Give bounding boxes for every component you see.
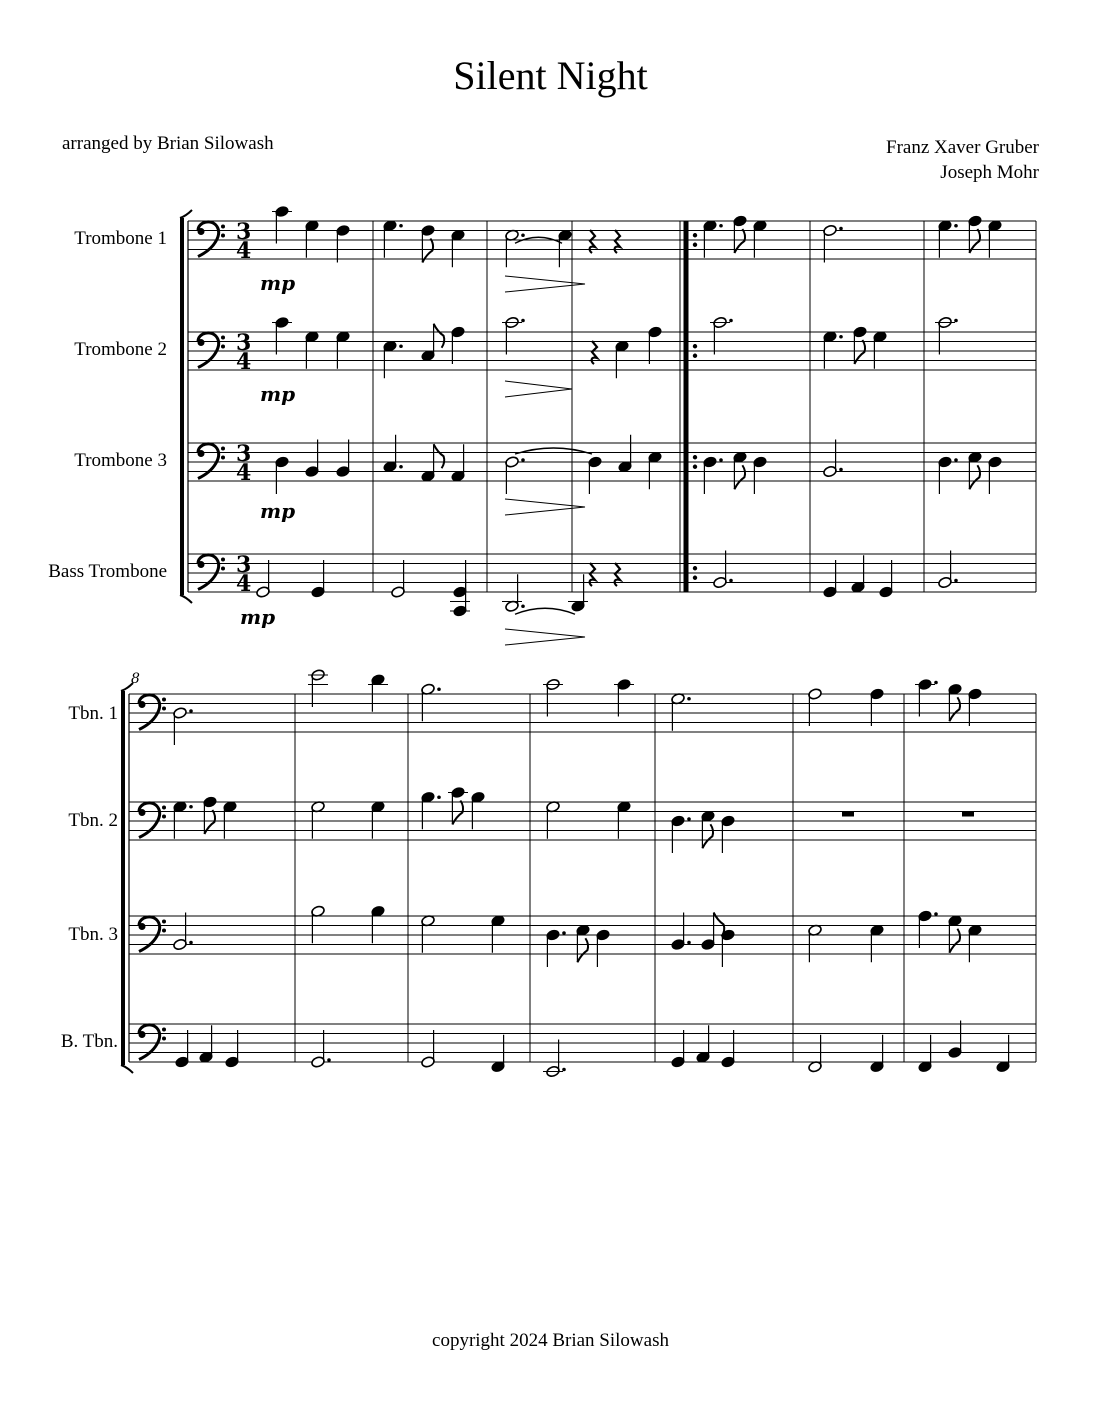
staff-label-tbn-2: Tbn. 2 <box>68 810 118 831</box>
note-flag <box>702 824 713 848</box>
dynamic-marking: mp <box>240 605 276 629</box>
augmentation-dot <box>839 468 843 472</box>
augmentation-dot <box>521 319 525 323</box>
bass-clef-icon <box>139 695 160 730</box>
decrescendo-hairpin <box>505 629 585 645</box>
augmentation-dot <box>934 681 938 685</box>
bass-clef-icon <box>198 561 205 568</box>
bass-clef-dot <box>162 929 166 933</box>
time-signature-bottom: 4 <box>236 460 252 486</box>
decrescendo-hairpin <box>505 276 585 292</box>
time-signature-top: 3 <box>236 330 252 356</box>
time-signature-bottom: 4 <box>236 238 252 264</box>
augmentation-dot <box>327 1058 331 1062</box>
repeat-dot <box>693 455 697 459</box>
bass-clef-dot <box>221 225 225 229</box>
dynamic-marking: mp <box>260 499 296 523</box>
bass-clef-icon <box>198 333 219 368</box>
augmentation-dot <box>437 795 441 799</box>
bass-clef-icon <box>139 923 146 930</box>
repeat-dot <box>693 344 697 348</box>
copyright-footer: copyright 2024 Brian Silowash <box>432 1330 669 1351</box>
bass-clef-dot <box>221 447 225 451</box>
augmentation-dot <box>562 1068 566 1072</box>
bass-clef-icon <box>198 555 219 590</box>
staff-label-tbn-3: Tbn. 3 <box>68 924 118 945</box>
repeat-dot <box>693 243 697 247</box>
augmentation-dot <box>399 224 403 228</box>
repeat-dot <box>693 566 697 570</box>
bass-clef-icon <box>198 222 219 257</box>
bass-clef-icon <box>198 450 205 457</box>
bass-clef-icon <box>139 701 146 708</box>
page-title: Silent Night <box>453 53 648 98</box>
bass-clef-dot <box>162 698 166 702</box>
repeat-dot <box>693 354 697 358</box>
augmentation-dot <box>954 458 958 462</box>
augmentation-dot <box>687 817 691 821</box>
staff-label-trombone-1: Trombone 1 <box>74 228 167 249</box>
staff-label-trombone-2: Trombone 2 <box>74 339 167 360</box>
bass-clef-dot <box>162 707 166 711</box>
augmentation-dot <box>189 709 193 713</box>
bass-clef-icon <box>198 228 205 235</box>
note-flag <box>734 465 745 489</box>
augmentation-dot <box>719 458 723 462</box>
system-bracket-hook <box>121 1065 133 1073</box>
arranger-credit: arranged by Brian Silowash <box>62 133 274 154</box>
augmentation-dot <box>839 335 843 339</box>
lyricist-credit: Joseph Mohr <box>940 162 1039 183</box>
bass-clef-dot <box>221 558 225 562</box>
bass-clef-dot <box>221 336 225 340</box>
augmentation-dot <box>729 579 733 583</box>
bass-clef-icon <box>139 1025 160 1060</box>
tie <box>515 448 592 454</box>
time-signature-top: 3 <box>236 441 252 467</box>
augmentation-dot <box>521 458 525 462</box>
composer-credit: Franz Xaver Gruber <box>886 137 1039 158</box>
staff-label-tbn-1: Tbn. 1 <box>68 703 118 724</box>
bass-clef-dot <box>221 456 225 460</box>
bass-clef-icon <box>198 339 205 346</box>
augmentation-dot <box>954 224 958 228</box>
augmentation-dot <box>562 931 566 935</box>
augmentation-dot <box>687 941 691 945</box>
note-flag <box>949 929 960 953</box>
augmentation-dot <box>839 227 843 231</box>
measure-number: 8 <box>131 671 140 687</box>
note-flag <box>949 697 960 721</box>
note-flag <box>434 444 445 468</box>
augmentation-dot <box>719 224 723 228</box>
augmentation-dot <box>189 941 193 945</box>
staff-label-bass-trombone: Bass Trombone <box>48 561 167 582</box>
augmentation-dot <box>521 604 525 608</box>
bass-clef-dot <box>162 806 166 810</box>
dynamic-marking: mp <box>260 382 296 406</box>
whole-rest-icon <box>842 812 854 817</box>
system-bracket-hook <box>180 210 192 218</box>
augmentation-dot <box>934 912 938 916</box>
augmentation-dot <box>954 579 958 583</box>
system-bracket-hook <box>180 595 192 603</box>
dynamic-marking: mp <box>260 271 296 295</box>
bass-clef-dot <box>221 234 225 238</box>
bass-clef-dot <box>162 1028 166 1032</box>
time-signature-bottom: 4 <box>236 349 252 375</box>
staff-label-b-tbn: B. Tbn. <box>60 1031 118 1052</box>
time-signature-top: 3 <box>236 552 252 578</box>
bass-clef-icon <box>139 803 160 838</box>
bass-clef-dot <box>162 920 166 924</box>
time-signature-top: 3 <box>236 219 252 245</box>
bass-clef-icon <box>139 809 146 816</box>
decrescendo-hairpin <box>505 499 585 515</box>
repeat-dot <box>693 465 697 469</box>
augmentation-dot <box>729 319 733 323</box>
tie <box>515 608 575 614</box>
bass-clef-icon <box>139 1031 146 1038</box>
time-signature-bottom: 4 <box>236 571 252 597</box>
augmentation-dot <box>687 697 691 701</box>
augmentation-dot <box>189 805 193 809</box>
note-flag <box>969 465 980 489</box>
repeat-dot <box>693 576 697 580</box>
staff-label-trombone-3: Trombone 3 <box>74 450 167 471</box>
bass-clef-dot <box>221 567 225 571</box>
augmentation-dot <box>954 319 958 323</box>
note-flag <box>577 938 588 962</box>
note-flag <box>434 324 445 348</box>
bass-clef-icon <box>139 917 160 952</box>
augmentation-dot <box>521 233 525 237</box>
bass-clef-dot <box>221 345 225 349</box>
bass-clef-icon <box>198 444 219 479</box>
augmentation-dot <box>399 465 403 469</box>
bass-clef-dot <box>162 1037 166 1041</box>
augmentation-dot <box>399 344 403 348</box>
repeat-dot <box>693 233 697 237</box>
augmentation-dot <box>437 687 441 691</box>
bass-clef-dot <box>162 815 166 819</box>
decrescendo-hairpin <box>505 381 572 397</box>
whole-rest-icon <box>962 812 974 817</box>
